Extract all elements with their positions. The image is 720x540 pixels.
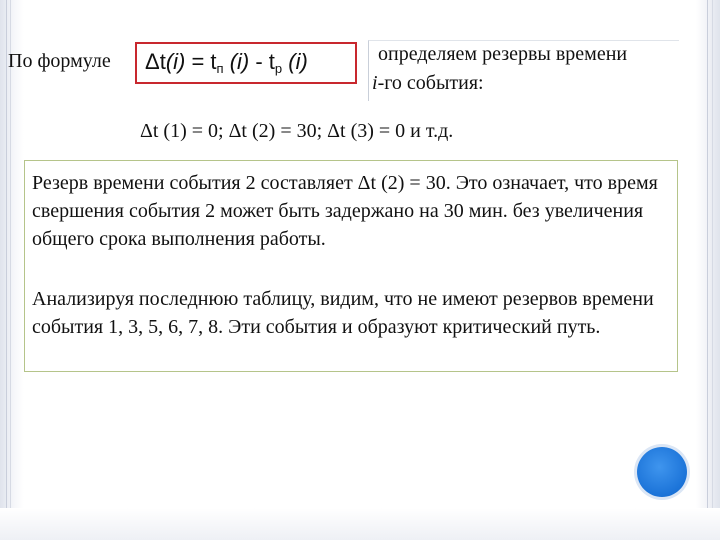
values-line: Δt (1) = 0; Δt (2) = 30; Δt (3) = 0 и т.д.: [140, 120, 454, 142]
right-edge-line: [707, 0, 708, 540]
formula-arg-1: (i): [165, 49, 186, 74]
left-edge-line: [6, 0, 7, 540]
right-edge-line-inner: [712, 0, 713, 540]
formula-arg-2: (i): [223, 49, 250, 74]
formula-sub-r: р: [274, 61, 283, 76]
bottom-band: [0, 508, 720, 540]
suffix-italic-i: i: [372, 72, 378, 94]
suffix-line-1: определяем резервы времени: [378, 43, 628, 65]
formula-eq: = t: [185, 49, 217, 74]
suffix-line-2: [372, 72, 484, 95]
paragraph-2: Анализируя последнюю таблицу, видим, что не имеют резервов времени события 1, 3, 5, 6, 7, 8. Эти события и образуют критический путь.: [32, 288, 654, 338]
left-edge-line-inner: [10, 0, 11, 540]
formula-delta: Δt: [145, 49, 166, 74]
blue-circle-decoration: [637, 447, 687, 497]
paragraph-1: Резерв времени события 2 составляет Δt (2) = 30. Это означает, что время свершения события 2 может быть задержано на 30 мин. без увеличения общего срока выполнения работы.: [32, 172, 658, 250]
suffix-line-2-rest: -го события:: [377, 72, 484, 94]
formula-minus: - t: [249, 49, 275, 74]
formula-prefix: По формуле: [8, 50, 111, 72]
formula: [145, 49, 308, 76]
formula-sub-p: п: [216, 61, 224, 76]
formula-arg-3: (i): [282, 49, 308, 74]
